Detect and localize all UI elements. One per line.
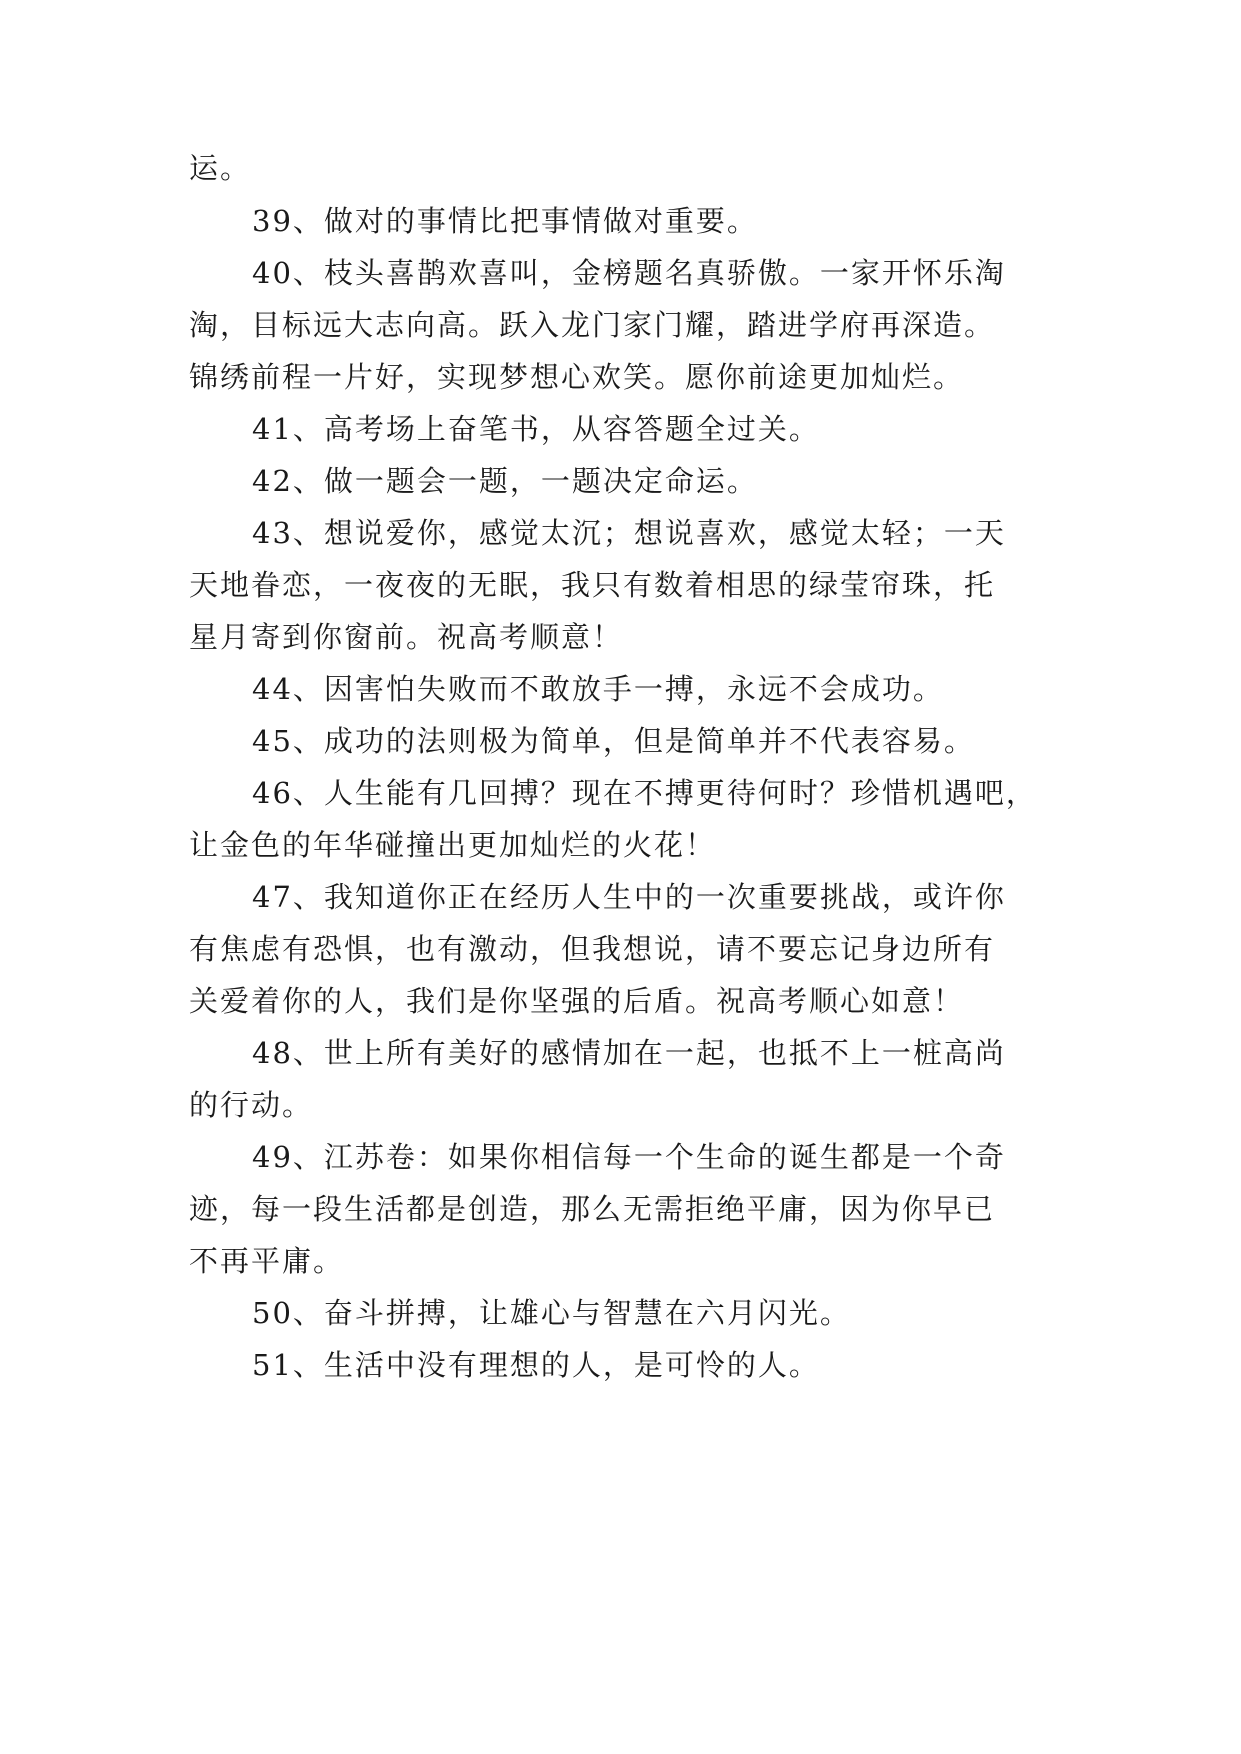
paragraph-line: 40、枝头喜鹊欢喜叫，金榜题名真骄傲。一家开怀乐淘	[252, 256, 1006, 290]
paragraph-line: 50、奋斗拼搏，让雄心与智慧在六月闪光。	[252, 1296, 851, 1330]
paragraph-line: 锦绣前程一片好，实现梦想心欢笑。愿你前途更加灿烂。	[189, 360, 965, 394]
paragraph-line: 39、做对的事情比把事情做对重要。	[252, 204, 758, 238]
paragraph-line: 49、江苏卷：如果你相信每一个生命的诞生都是一个奇	[252, 1140, 1006, 1174]
paragraph-line: 46、人生能有几回搏？现在不搏更待何时？珍惜机遇吧，	[252, 776, 1037, 810]
paragraph-line: 迹，每一段生活都是创造，那么无需拒绝平庸，因为你早已	[189, 1192, 996, 1226]
paragraph-line: 45、成功的法则极为简单，但是简单并不代表容易。	[252, 724, 975, 758]
paragraph-line: 42、做一题会一题，一题决定命运。	[252, 464, 758, 498]
paragraph-line: 让金色的年华碰撞出更加灿烂的火花！	[189, 828, 717, 862]
paragraph-line: 44、因害怕失败而不敢放手一搏，永远不会成功。	[252, 672, 944, 706]
paragraph-line: 有焦虑有恐惧，也有激动，但我想说，请不要忘记身边所有	[189, 932, 996, 966]
paragraph-line: 运。	[189, 151, 252, 185]
paragraph-line: 星月寄到你窗前。祝高考顺意！	[189, 620, 624, 654]
paragraph-line: 48、世上所有美好的感情加在一起，也抵不上一桩高尚	[252, 1036, 1006, 1070]
paragraph-line: 41、高考场上奋笔书，从容答题全过关。	[252, 412, 820, 446]
paragraph-line: 淘，目标远大志向高。跃入龙门家门耀，踏进学府再深造。	[189, 308, 996, 342]
paragraph-line: 51、生活中没有理想的人，是可怜的人。	[252, 1348, 820, 1382]
paragraph-line: 47、我知道你正在经历人生中的一次重要挑战，或许你	[252, 880, 1006, 914]
paragraph-line: 不再平庸。	[189, 1244, 345, 1278]
paragraph-line: 的行动。	[189, 1088, 314, 1122]
paragraph-line: 关爱着你的人，我们是你坚强的后盾。祝高考顺心如意！	[189, 984, 965, 1018]
paragraph-line: 天地眷恋，一夜夜的无眠，我只有数着相思的绿莹帘珠，托	[189, 568, 996, 602]
paragraph-line: 43、想说爱你，感觉太沉；想说喜欢，感觉太轻；一天	[252, 516, 1006, 550]
